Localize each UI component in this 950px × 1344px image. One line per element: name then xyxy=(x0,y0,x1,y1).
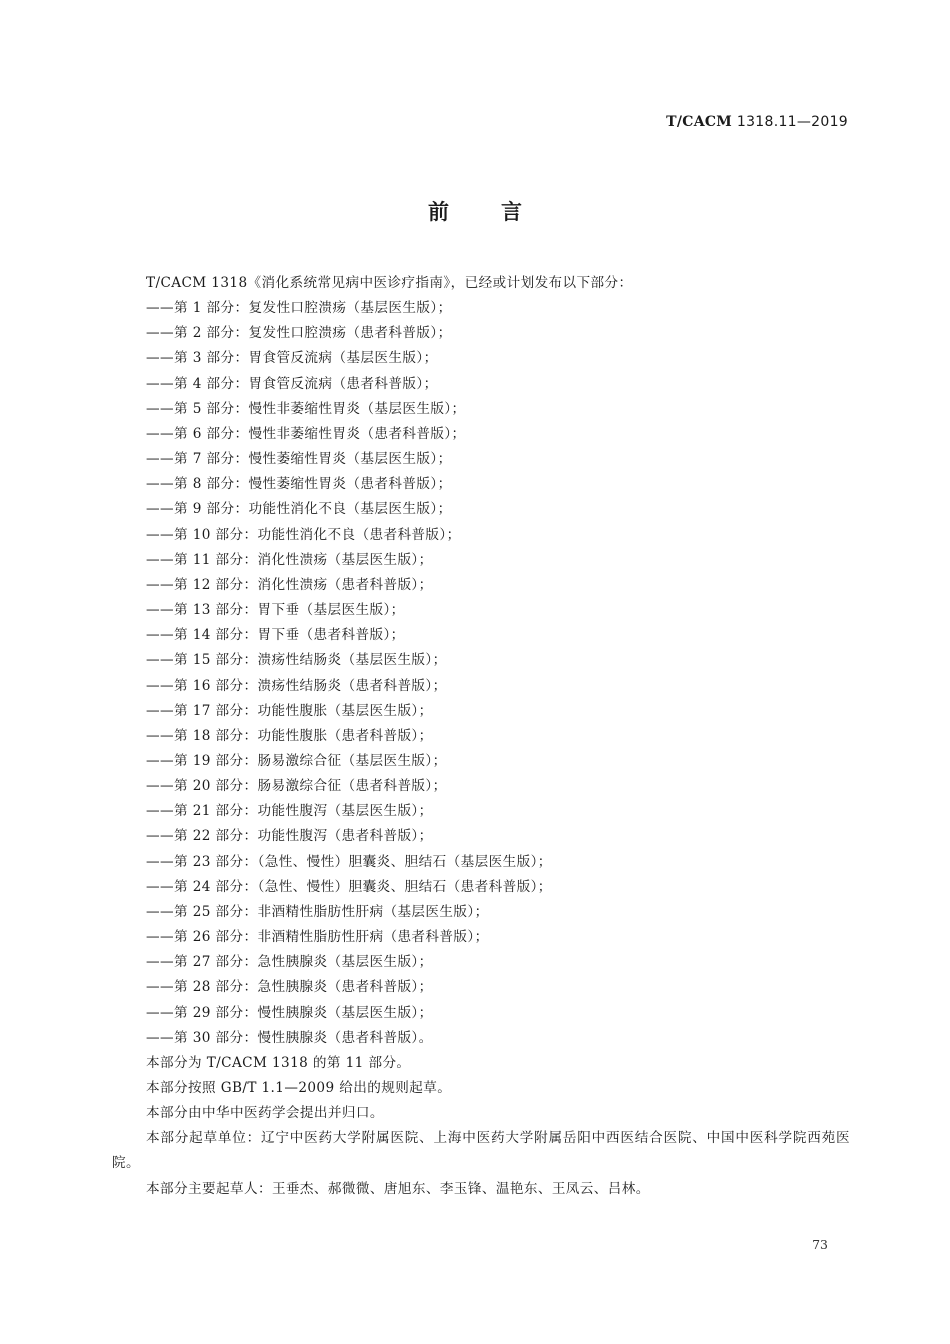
part-item: ——第 12 部分：消化性溃疡（患者科普版）； xyxy=(146,576,433,593)
part-item: ——第 24 部分：（急性、慢性）胆囊炎、胆结石（患者科普版）； xyxy=(146,878,552,895)
part-item: ——第 23 部分：（急性、慢性）胆囊炎、胆结石（基层医生版）； xyxy=(146,853,552,870)
part-item: ——第 26 部分：非酒精性脂肪性肝病（患者科普版）； xyxy=(146,929,489,946)
part-item: ——第 17 部分：功能性腹胀（基层医生版）； xyxy=(146,702,433,719)
part-item: ——第 20 部分：肠易激综合征（患者科普版）； xyxy=(146,778,447,795)
proposer-statement: 本部分由中华中医药学会提出并归口。 xyxy=(146,1105,384,1122)
part-item: ——第 16 部分：溃疡性结肠炎（患者科普版）； xyxy=(146,677,447,694)
part-item: ——第 2 部分：复发性口腔溃疡（患者科普版）； xyxy=(146,325,452,342)
parts-list xyxy=(112,296,850,1051)
part-item: ——第 30 部分：慢性胰腺炎（患者科普版）。 xyxy=(146,1029,433,1046)
part-item: ——第 7 部分：慢性萎缩性胃炎（基层医生版）； xyxy=(146,451,452,468)
part-item: ——第 25 部分：非酒精性脂肪性肝病（基层医生版）； xyxy=(146,903,489,920)
part-item: ——第 27 部分：急性胰腺炎（基层医生版）； xyxy=(146,954,433,971)
drafting-rules-statement: 本部分按照 GB/T 1.1—2009 给出的规则起草。 xyxy=(146,1080,452,1096)
intro-paragraph: T/CACM 1318《消化系统常见病中医诊疗指南》，已经或计划发布以下部分： xyxy=(146,275,633,291)
part-item: ——第 5 部分：慢性非萎缩性胃炎（基层医生版）； xyxy=(146,400,466,417)
part-item: ——第 11 部分：消化性溃疡（基层医生版）； xyxy=(146,551,433,568)
part-statement: 本部分为 T/CACM 1318 的第 11 部分。 xyxy=(146,1054,411,1071)
part-item: ——第 1 部分：复发性口腔溃疡（基层医生版）； xyxy=(146,300,452,317)
part-item: ——第 3 部分：胃食管反流病（基层医生版）； xyxy=(146,350,438,367)
part-item: ——第 21 部分：功能性腹泻（基层医生版）； xyxy=(146,803,433,820)
drafting-units-statement: 本部分起草单位：辽宁中医药大学附属医院、上海中医药大学附属岳阳中西医结合医院、中国中医科学院西苑医院。 xyxy=(112,1130,850,1172)
main-drafters-statement: 本部分主要起草人：王垂杰、郝微微、唐旭东、李玉锋、温艳东、王凤云、吕林。 xyxy=(146,1180,650,1197)
part-item: ——第 19 部分：肠易激综合征（基层医生版）； xyxy=(146,752,447,769)
part-item: ——第 4 部分：胃食管反流病（患者科普版）； xyxy=(146,375,438,392)
part-item: ——第 22 部分：功能性腹泻（患者科普版）； xyxy=(146,828,433,845)
part-item: ——第 28 部分：急性胰腺炎（患者科普版）； xyxy=(146,979,433,996)
part-item: ——第 29 部分：慢性胰腺炎（基层医生版）； xyxy=(146,1004,433,1021)
standard-code-number: 1318.11—2019 xyxy=(736,114,848,130)
standard-code xyxy=(666,114,848,130)
part-item: ——第 15 部分：溃疡性结肠炎（基层医生版）； xyxy=(146,652,447,669)
foreword-body xyxy=(112,271,850,1202)
standard-code-prefix: T/CACM xyxy=(666,114,733,130)
part-item: ——第 13 部分：胃下垂（基层医生版）； xyxy=(146,602,405,619)
page-number: 73 xyxy=(812,1237,828,1252)
part-item: ——第 6 部分：慢性非萎缩性胃炎（患者科普版）； xyxy=(146,425,466,442)
part-item: ——第 8 部分：慢性萎缩性胃炎（患者科普版）； xyxy=(146,476,452,493)
part-item: ——第 18 部分：功能性腹胀（患者科普版）； xyxy=(146,727,433,744)
part-item: ——第 9 部分：功能性消化不良（基层医生版）； xyxy=(146,501,452,518)
part-item: ——第 14 部分：胃下垂（患者科普版）； xyxy=(146,627,405,644)
part-item: ——第 10 部分：功能性消化不良（患者科普版）； xyxy=(146,526,461,543)
page-title: 前言 xyxy=(428,200,574,224)
